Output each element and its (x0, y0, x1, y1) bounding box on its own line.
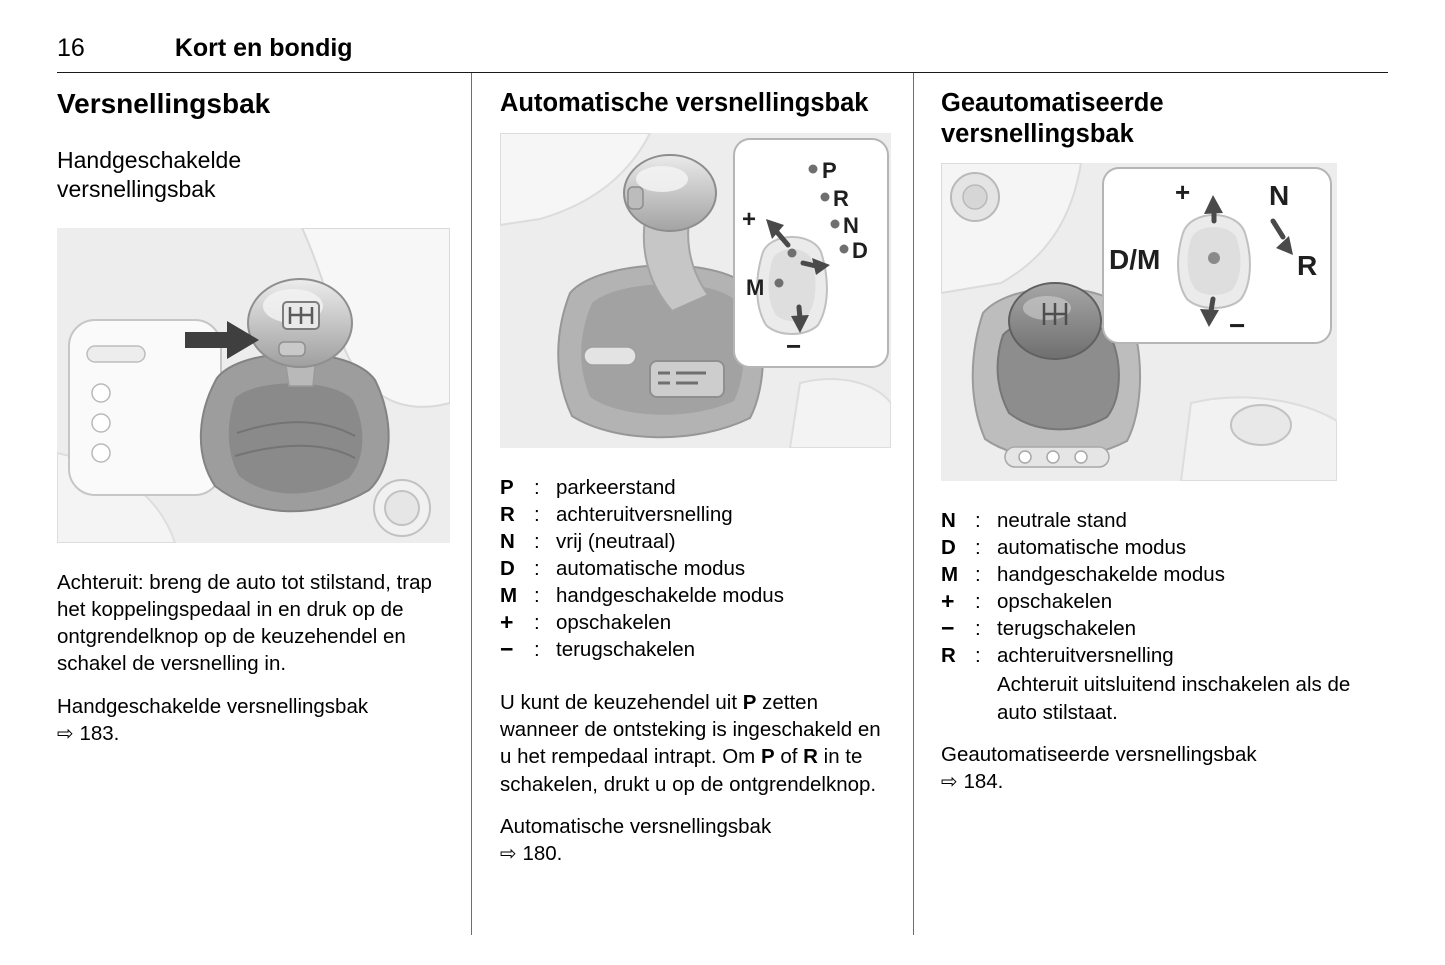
legend-key: D (500, 556, 515, 580)
legend-key: M (941, 563, 959, 587)
reference-page: 183. (79, 721, 120, 745)
automatic-shifter-graphic (500, 133, 891, 448)
legend-desc: automatische modus (556, 556, 746, 580)
inset-label-plus: + (1175, 177, 1191, 208)
automatic-gearbox-note (500, 689, 891, 798)
legend-desc: parkeerstand (556, 475, 676, 499)
manual-gearbox-illustration (57, 228, 451, 543)
legend-desc: automatische modus (997, 536, 1187, 560)
legend-key-plus: + (500, 608, 514, 635)
subsection-title-manual: Handgeschakelde versnellingsbak (57, 147, 242, 202)
legend-key-minus: − (500, 635, 514, 662)
legend-desc: opschakelen (997, 590, 1113, 614)
legend-desc: vrij (neutraal) (556, 529, 676, 553)
release-button (628, 187, 643, 209)
legend-key: R (500, 502, 515, 526)
manual-shifter-graphic (57, 228, 450, 543)
legend-colon: : (534, 583, 540, 607)
legend-desc: terugschakelen (556, 637, 696, 661)
manual-gearbox-instructions: Achteruit: breng de auto tot stilstand, trap het koppelingspedaal in en druk op de ontgrendelknop op de keuzehendel en schakel de versnelling in. (57, 570, 432, 676)
legend-key: M (500, 583, 518, 607)
legend-colon: : (975, 509, 981, 533)
reference-label: Automatische versnellingsbak (500, 814, 772, 838)
legend-colon: : (975, 563, 981, 587)
legend-desc: achteruitversnelling (997, 644, 1174, 668)
inset-label-p: P (822, 157, 837, 183)
text-segment-bold: P (742, 690, 757, 714)
column-manual-gearbox (57, 73, 471, 935)
section-title-automatic: Automatische versnellingsbak (500, 89, 869, 117)
text-segment: of (774, 745, 804, 769)
reference-arrow-icon: ⇨ (500, 843, 517, 866)
inset-label-n: N (843, 212, 859, 238)
selector-positions-legend (941, 507, 1354, 725)
inset-label-minus: − (1229, 310, 1246, 342)
text-segment: U kunt de keuzehendel uit (500, 690, 743, 714)
legend-key: R (941, 644, 956, 668)
legend-colon: : (534, 556, 540, 580)
inset-label-m: M (746, 274, 765, 300)
legend-key-plus: + (941, 588, 955, 615)
legend-key-minus: − (941, 615, 955, 642)
inset-label-r: R (1297, 250, 1318, 282)
inset-label-n: N (1269, 180, 1290, 212)
chapter-title: Kort en bondig (174, 34, 353, 62)
legend-key: D (941, 536, 956, 560)
cross-reference-automatic-gearbox[interactable] (500, 813, 891, 868)
legend-colon: : (975, 536, 981, 560)
selector-positions-legend (500, 474, 891, 663)
reference-arrow-icon: ⇨ (57, 722, 74, 745)
legend-colon: : (975, 617, 981, 641)
reference-page: 180. (522, 842, 563, 866)
cross-reference-automated-gearbox[interactable] (941, 741, 1354, 796)
automated-shifter-graphic (941, 163, 1337, 481)
legend-desc: handgeschakelde modus (997, 563, 1225, 587)
legend-colon: : (534, 610, 540, 634)
reference-label: Handgeschakelde versnellingsbak (57, 694, 369, 718)
inset-label-d: D (852, 237, 868, 263)
text-segment-bold: P (760, 745, 775, 769)
legend-colon: : (975, 644, 981, 668)
automatic-gearbox-illustration (500, 133, 891, 448)
legend-colon: : (534, 637, 540, 661)
inset-label-minus: − (786, 330, 802, 361)
cross-reference-manual-gearbox[interactable] (57, 693, 451, 748)
text-segment: in te schakelen, drukt u op de ontgrendelknop. (500, 745, 877, 796)
section-title-automated: Geautomatiseerde versnellingsbak (941, 89, 1164, 148)
inset-label-plus: + (742, 205, 757, 233)
text-segment-bold: R (803, 745, 818, 769)
legend-key: N (500, 529, 515, 553)
legend-key: P (500, 475, 514, 499)
legend-colon: : (534, 475, 540, 499)
column-automated-gearbox (914, 73, 1354, 935)
legend-colon: : (534, 529, 540, 553)
automated-gearbox-illustration (941, 163, 1354, 481)
inset-label-dm: D/M (1109, 244, 1161, 276)
inset-label-r: R (833, 185, 849, 211)
reference-arrow-icon: ⇨ (941, 770, 958, 793)
legend-colon: : (975, 590, 981, 614)
legend-key: N (941, 509, 956, 533)
column-automatic-gearbox (471, 73, 914, 935)
legend-desc: handgeschakelde modus (556, 583, 784, 607)
legend-desc: opschakelen (556, 610, 672, 634)
release-button (279, 342, 305, 356)
reverse-note: Achteruit uitsluitend inschakelen als de auto stilstaat. (997, 673, 1351, 724)
legend-desc: terugschakelen (997, 617, 1137, 641)
page-number: 16 (57, 34, 85, 62)
reference-label: Geautomatiseerde versnellingsbak (941, 742, 1257, 766)
section-title-versnellingsbak: Versnellingsbak (57, 88, 271, 119)
content-columns (57, 73, 1388, 935)
legend-desc: neutrale stand (997, 509, 1127, 533)
reference-page: 184. (963, 769, 1004, 793)
legend-desc: achteruitversnelling (556, 502, 733, 526)
page-header (57, 34, 1388, 73)
text-segment: zetten wanneer de ontsteking is ingeschakeld en u het rempedaal intrapt. Om (500, 690, 881, 769)
legend-colon: : (534, 502, 540, 526)
